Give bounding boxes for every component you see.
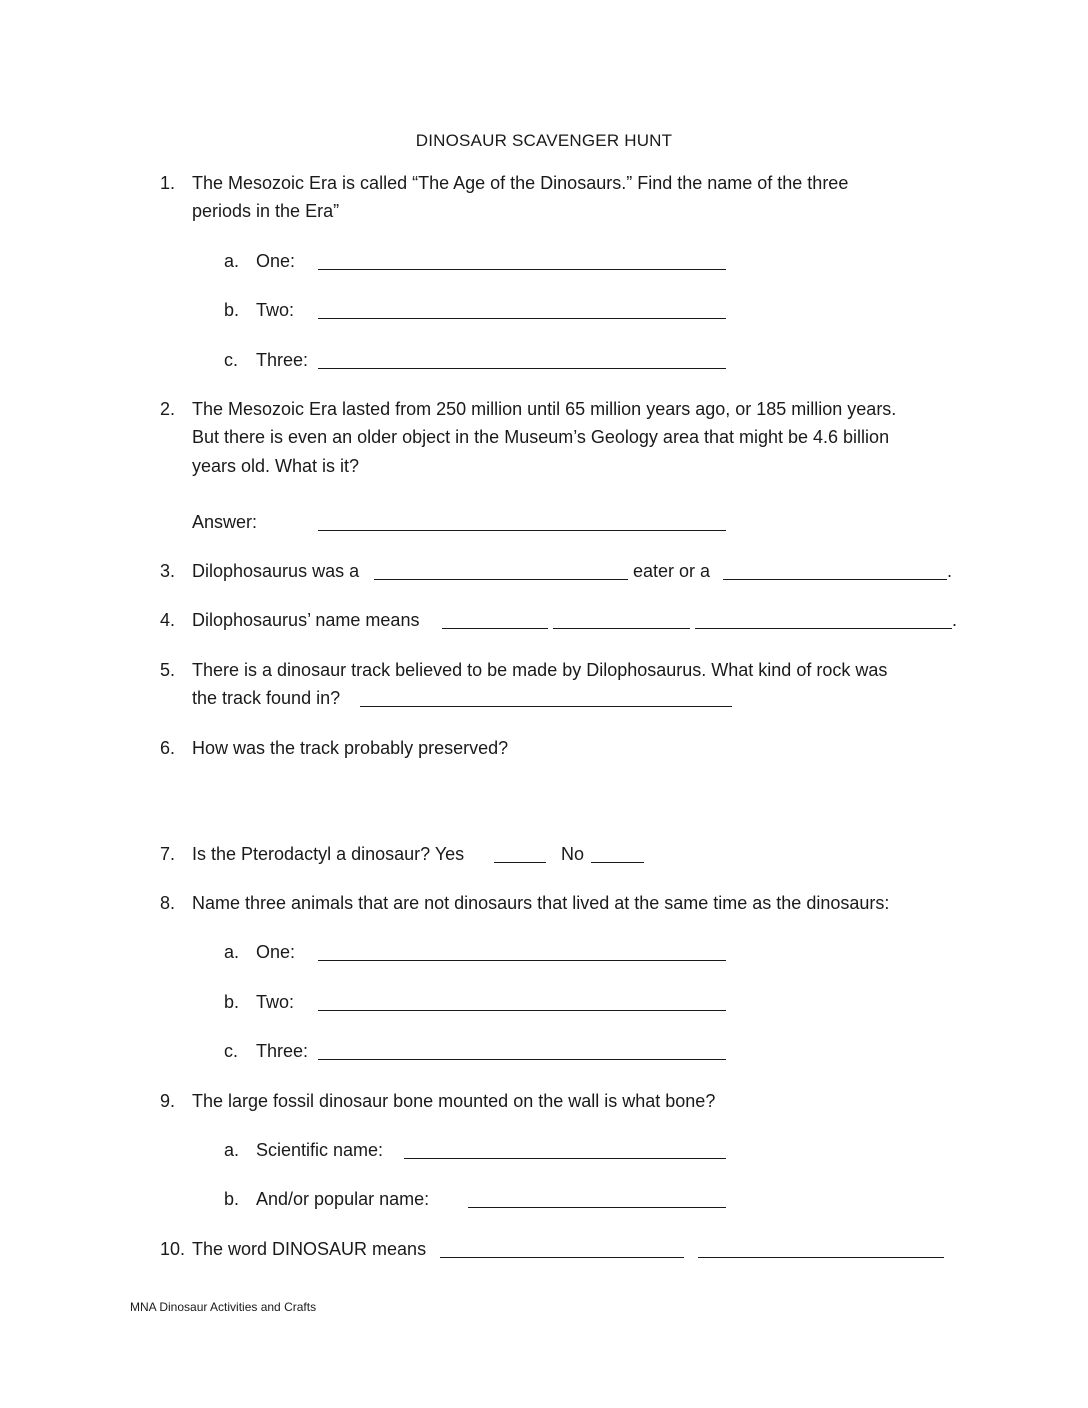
q1c-letter: c. bbox=[224, 350, 239, 370]
q7-yes-answer-line[interactable] bbox=[494, 862, 546, 863]
q8c-label: Three: bbox=[256, 1041, 309, 1061]
q4-answer-line-1[interactable] bbox=[442, 628, 548, 629]
q7-no-label: No bbox=[561, 844, 585, 864]
q3-period: . bbox=[947, 561, 953, 581]
q1c-answer-line[interactable] bbox=[318, 368, 726, 369]
q2-text-line1: The Mesozoic Era lasted from 250 million until 65 million years ago, or 185 million years. bbox=[192, 399, 897, 419]
q8c-answer-line[interactable] bbox=[318, 1059, 726, 1060]
q5-number: 5. bbox=[160, 660, 176, 680]
q4-answer-line-2[interactable] bbox=[553, 628, 690, 629]
q8-number: 8. bbox=[160, 893, 176, 913]
q4-text: Dilophosaurus’ name means bbox=[192, 610, 420, 630]
q9a-label: Scientific name: bbox=[256, 1140, 384, 1160]
q1b-label: Two: bbox=[256, 300, 295, 320]
q9a-letter: a. bbox=[224, 1140, 240, 1160]
q10-number: 10. bbox=[160, 1239, 186, 1259]
q2-number: 2. bbox=[160, 399, 176, 419]
q8-text: Name three animals that are not dinosaurs that lived at the same time as the dinosaurs: bbox=[192, 893, 890, 913]
q1-text-line2: periods in the Era” bbox=[192, 201, 340, 221]
q8b-label: Two: bbox=[256, 992, 295, 1012]
q9b-answer-line[interactable] bbox=[468, 1207, 726, 1208]
q10-answer-line-2[interactable] bbox=[698, 1257, 944, 1258]
q1c-label: Three: bbox=[256, 350, 309, 370]
q3-answer-line-1[interactable] bbox=[374, 579, 628, 580]
q1b-letter: b. bbox=[224, 300, 240, 320]
q7-text: Is the Pterodactyl a dinosaur? Yes bbox=[192, 844, 465, 864]
q1-text-line1: The Mesozoic Era is called “The Age of the Dinosaurs.” Find the name of the three bbox=[192, 173, 849, 193]
q5-answer-line[interactable] bbox=[360, 706, 732, 707]
q1a-letter: a. bbox=[224, 251, 240, 271]
worksheet-title: DINOSAUR SCAVENGER HUNT bbox=[415, 131, 673, 150]
q3-text-part2: eater or a bbox=[633, 561, 711, 581]
q8c-letter: c. bbox=[224, 1041, 239, 1061]
q2-text-line3: years old. What is it? bbox=[192, 456, 360, 476]
page-footer: MNA Dinosaur Activities and Crafts bbox=[130, 1300, 317, 1314]
q2-answer-line[interactable] bbox=[318, 530, 726, 531]
q9a-answer-line[interactable] bbox=[404, 1158, 726, 1159]
q3-number: 3. bbox=[160, 561, 176, 581]
q7-number: 7. bbox=[160, 844, 176, 864]
q1a-label: One: bbox=[256, 251, 296, 271]
q2-answer-label: Answer: bbox=[192, 512, 258, 532]
q8a-answer-line[interactable] bbox=[318, 960, 726, 961]
q8a-label: One: bbox=[256, 942, 296, 962]
q9-text: The large fossil dinosaur bone mounted on the wall is what bone? bbox=[192, 1091, 716, 1111]
q8b-letter: b. bbox=[224, 992, 240, 1012]
q4-answer-line-3[interactable] bbox=[695, 628, 952, 629]
q4-period: . bbox=[952, 610, 958, 630]
q3-answer-line-2[interactable] bbox=[723, 579, 947, 580]
q5-text-line1: There is a dinosaur track believed to be made by Dilophosaurus. What kind of rock was bbox=[192, 660, 888, 680]
q3-text-part1: Dilophosaurus was a bbox=[192, 561, 360, 581]
q4-number: 4. bbox=[160, 610, 176, 630]
q5-text-line2: the track found in? bbox=[192, 688, 341, 708]
q1a-answer-line[interactable] bbox=[318, 269, 726, 270]
q10-text: The word DINOSAUR means bbox=[192, 1239, 427, 1259]
q6-text: How was the track probably preserved? bbox=[192, 738, 509, 758]
q8b-answer-line[interactable] bbox=[318, 1010, 726, 1011]
q1-number: 1. bbox=[160, 173, 176, 193]
q6-number: 6. bbox=[160, 738, 176, 758]
q9-number: 9. bbox=[160, 1091, 176, 1111]
q2-text-line2: But there is even an older object in the Museum’s Geology area that might be 4.6 billion bbox=[192, 427, 890, 447]
q9b-label: And/or popular name: bbox=[256, 1189, 430, 1209]
q1b-answer-line[interactable] bbox=[318, 318, 726, 319]
q8a-letter: a. bbox=[224, 942, 240, 962]
q7-no-answer-line[interactable] bbox=[591, 862, 644, 863]
q10-answer-line-1[interactable] bbox=[440, 1257, 684, 1258]
q9b-letter: b. bbox=[224, 1189, 240, 1209]
